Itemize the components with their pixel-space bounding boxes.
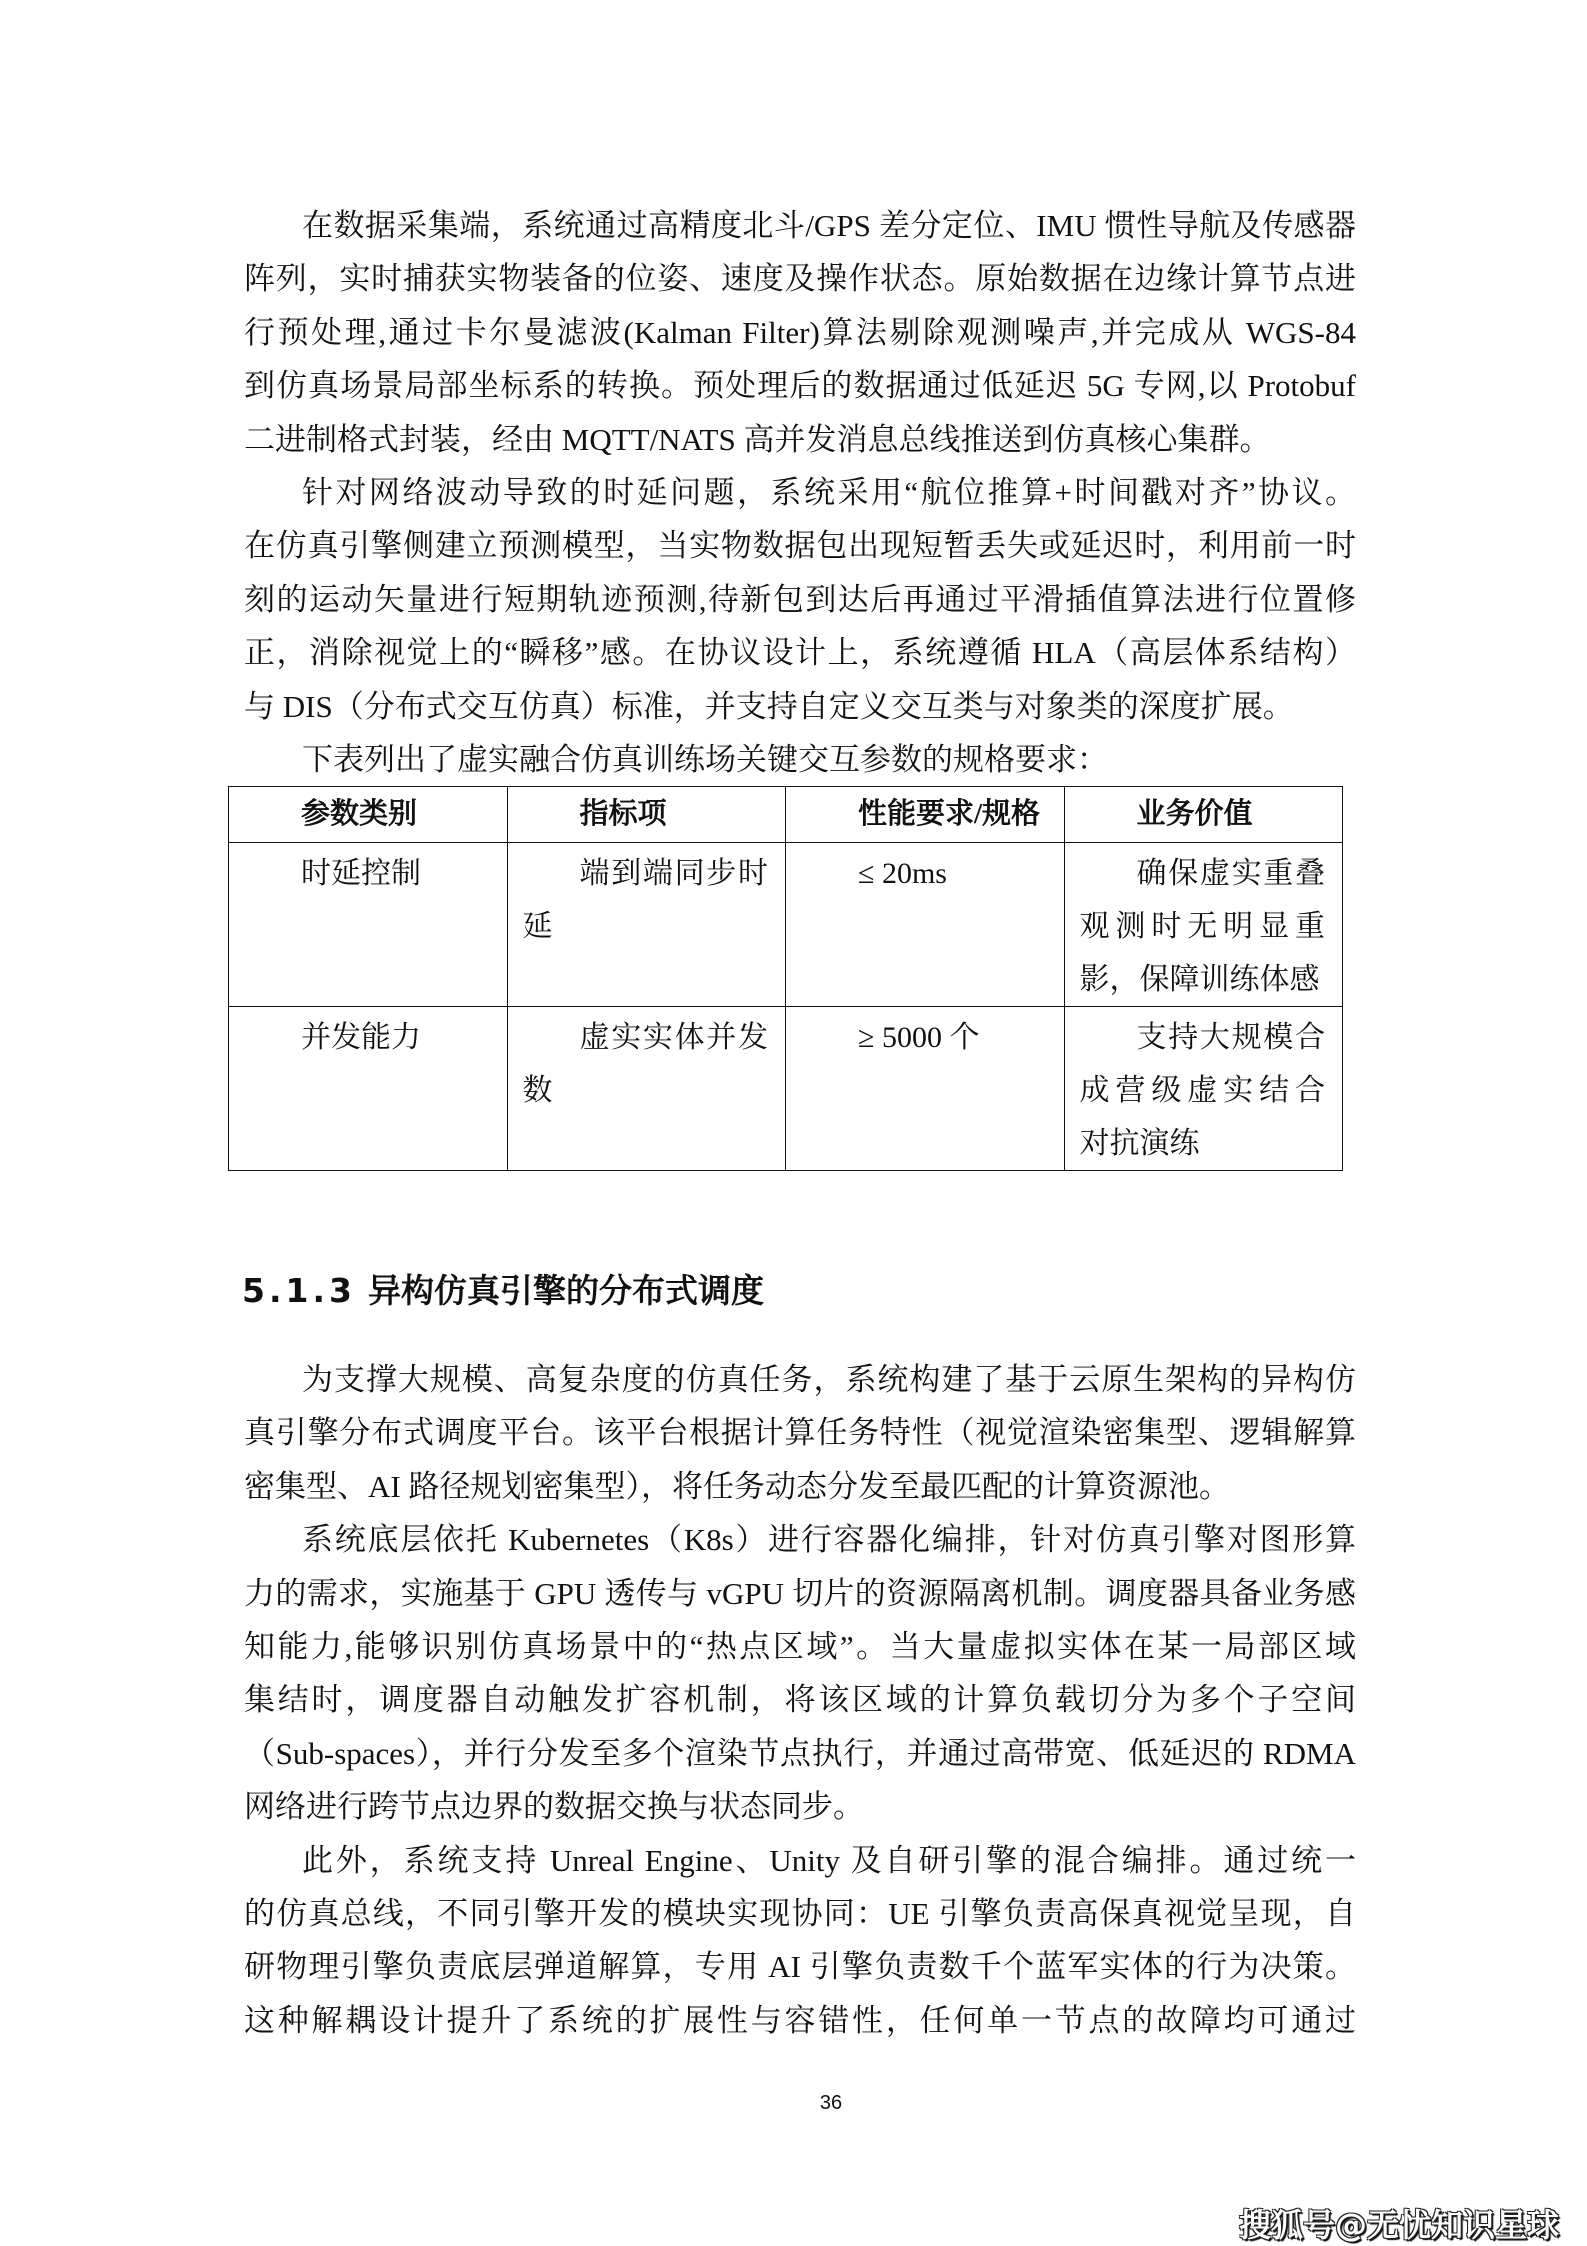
parameter-spec-table: [228, 786, 1343, 1171]
header-label: 指标项: [579, 798, 667, 830]
header-label: 性能要求/规格: [858, 798, 1041, 830]
paragraph: [244, 1353, 1356, 1513]
text-line: 网络进行跨节点边界的数据交换与状态同步。: [244, 1789, 864, 1825]
text-line: 密集型、AI 路径规划密集型），将任务动态分发至最匹配的计算资源池。: [244, 1468, 1230, 1504]
cell-text-line: 支持大规模合: [1136, 1021, 1325, 1054]
text-line: 力的需求，实施基于 GPU 透传与 vGPU 切片的资源隔离机制。调度器具备业务感: [244, 1575, 1356, 1611]
table-cell: [786, 1007, 1065, 1171]
cell-text-line: ≤ 20ms: [858, 857, 947, 890]
table-header-cell: [1064, 787, 1343, 843]
text-line: 知能力,能够识别仿真场景中的“热点区域”。当大量虚拟实体在某一局部区域: [244, 1628, 1356, 1664]
cell-text-line: 并发能力: [301, 1021, 421, 1054]
text-line: 与 DIS（分布式交互仿真）标准，并支持自定义交互类与对象类的深度扩展。: [244, 688, 1294, 724]
text-line: 二进制格式封装，经由 MQTT/NATS 高并发消息总线推送到仿真核心集群。: [244, 421, 1271, 457]
text-line: 针对网络波动导致的时延问题，系统采用“航位推算+时间戳对齐”协议。: [302, 474, 1356, 510]
table-cell: [229, 1007, 508, 1171]
text-line: 为支撑大规模、高复杂度的仿真任务，系统构建了基于云原生架构的异构仿: [302, 1362, 1356, 1397]
page-number: 36: [819, 2092, 843, 2114]
text-line: 正，消除视觉上的“瞬移”感。在协议设计上，系统遵循 HLA（高层体系结构）: [244, 635, 1356, 671]
text-line: 在数据采集端，系统通过高精度北斗/GPS 差分定位、IMU 惯性导航及传感器: [302, 208, 1356, 243]
cell-text-line: 数: [522, 1074, 553, 1107]
header-label: 参数类别: [301, 798, 418, 830]
text-line: 真引擎分布式调度平台。该平台根据计算任务特性（视觉渲染密集型、逻辑解算: [244, 1415, 1356, 1451]
table-header-cell: [786, 787, 1065, 843]
paragraph: [244, 466, 1356, 733]
table-cell: [1064, 843, 1343, 1007]
cell-text-line: 影，保障训练体感: [1079, 963, 1320, 996]
text-line: 这种解耦设计提升了系统的扩展性与容错性，任何单一节点的故障均可通过: [244, 2002, 1356, 2038]
cell-text-line: ≥ 5000 个: [858, 1021, 980, 1054]
table-header-row: [229, 787, 1343, 843]
cell-text-line: 对抗演练: [1079, 1127, 1200, 1160]
table-cell: [1064, 1007, 1343, 1171]
table-row: [229, 843, 1343, 1007]
cell-text-line: 时延控制: [301, 857, 421, 890]
text-line: 刻的运动矢量进行短期轨迹预测,待新包到达后再通过平滑插值算法进行位置修: [244, 581, 1356, 617]
body-section-2: [244, 1353, 1356, 2047]
header-label: 业务价值: [1136, 798, 1253, 830]
text-line: 研物理引擎负责底层弹道解算，专用 AI 引擎负责数千个蓝军实体的行为决策。: [244, 1949, 1356, 1985]
cell-text-line: 端到端同步时: [579, 857, 768, 890]
table-header-cell: [229, 787, 508, 843]
body-section-1: [244, 199, 1356, 786]
table-cell: [229, 843, 508, 1007]
text-line: 系统底层依托 Kubernetes（K8s）进行容器化编排，针对仿真引擎对图形算: [302, 1522, 1356, 1558]
section-number: 5.1.3: [242, 1271, 356, 1310]
paragraph: [244, 1834, 1356, 2048]
section-heading: [242, 1268, 764, 1314]
paragraph: [244, 1513, 1356, 1833]
cell-text-line: 观测时无明显重: [1079, 910, 1325, 943]
text-line: 集结时，调度器自动触发扩容机制，将该区域的计算负载切分为多个子空间: [244, 1682, 1356, 1718]
text-line: 此外，系统支持 Unreal Engine、Unity 及自研引擎的混合编排。通过统一: [302, 1842, 1356, 1878]
cell-text-line: 确保虚实重叠: [1136, 857, 1325, 890]
text-line: 的仿真总线，不同引擎开发的模块实现协同：UE 引擎负责高保真视觉呈现，自: [244, 1895, 1356, 1931]
paragraph: [244, 733, 1356, 786]
text-line: 行预处理,通过卡尔曼滤波(Kalman Filter)算法剔除观测噪声,并完成从 WGS-84: [244, 314, 1356, 350]
table-cell: [507, 843, 786, 1007]
table-row: [229, 1007, 1343, 1171]
text-line: 到仿真场景局部坐标系的转换。预处理后的数据通过低延迟 5G 专网,以 Protobuf: [244, 368, 1356, 404]
table-cell: [786, 843, 1065, 1007]
paragraph: [244, 199, 1356, 466]
text-line: 在仿真引擎侧建立预测模型，当实物数据包出现短暂丢失或延迟时，利用前一时: [244, 528, 1356, 564]
table-header-cell: [507, 787, 786, 843]
text-line: 下表列出了虚实融合仿真训练场关键交互参数的规格要求：: [302, 741, 1108, 777]
watermark: 搜狐号@无忧知识星球: [1238, 2206, 1559, 2244]
cell-text-line: 延: [522, 910, 553, 943]
text-line: 阵列，实时捕获实物装备的位姿、速度及操作状态。原始数据在边缘计算节点进: [244, 261, 1356, 297]
table-cell: [507, 1007, 786, 1171]
cell-text-line: 成营级虚实结合: [1079, 1074, 1325, 1107]
section-title: 异构仿真引擎的分布式调度: [367, 1271, 764, 1310]
cell-text-line: 虚实实体并发: [579, 1021, 768, 1054]
text-line: （Sub-spaces），并行分发至多个渲染节点执行，并通过高带宽、低延迟的 RDMA: [244, 1735, 1356, 1771]
